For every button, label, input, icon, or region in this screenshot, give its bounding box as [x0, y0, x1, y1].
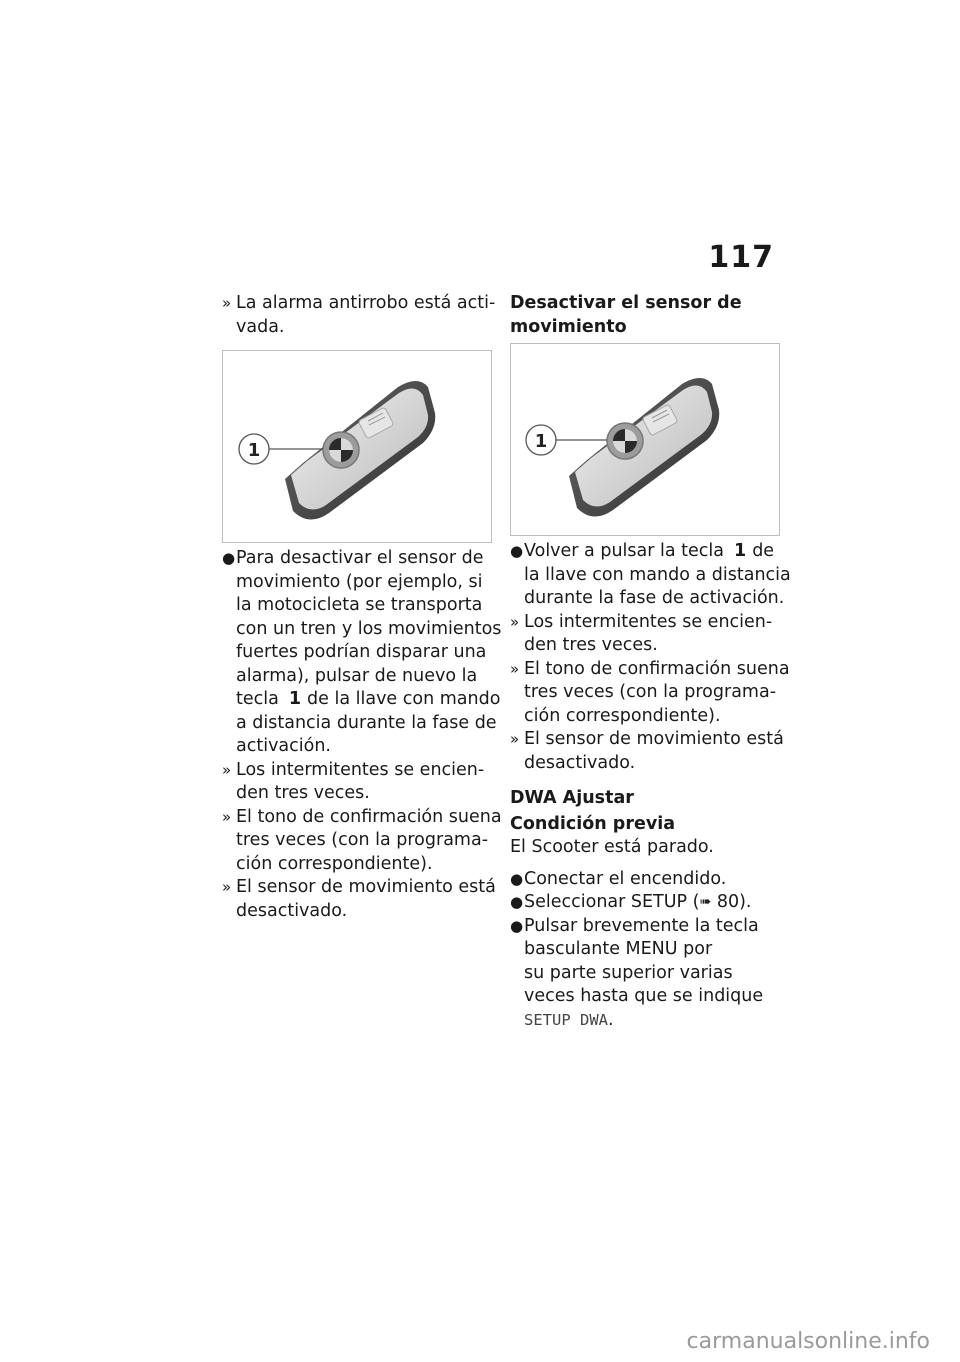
result-line: » Los intermitentes se encien-: [510, 611, 782, 635]
remote-key-illustration: [223, 351, 491, 542]
result-double-chevron-icon: »: [222, 294, 232, 312]
callout-label: 1: [534, 431, 548, 452]
remote-key-figure: [510, 343, 780, 536]
step-line: ● Para desactivar el sensor de: [222, 547, 494, 571]
page-reference-arrow-icon: ➠: [699, 894, 712, 910]
precondition-text: El Scooter está parado.: [510, 837, 714, 857]
result-line: » El tono de confirmación suena: [510, 658, 782, 682]
remote-key-figure: [222, 350, 492, 543]
right-column: Desactivar el sensor de movimiento 1 ● Volver a pulsar la tecla 1 de la llave con mando a distancia durante la fase de activación. » Los intermitentes se encien- den tres veces. » El tono de confirmación suena tres veces (con la programa- ción correspondiente). » El sensor de movimiento está desactivado. DWA Ajustar Condición previa El Scooter está parado. ● Conectar el encendido. ● Seleccionar SETUP (➠ 80). ● Pulsar brevemente la tecla basculante MENU por su parte superior varias veces hasta que se indique SETUP DWA.: [510, 293, 791, 1030]
result-line: » El sensor de movimiento está: [222, 876, 494, 900]
result-double-chevron-icon: »: [222, 807, 232, 826]
result-double-chevron-icon: »: [222, 878, 232, 896]
step-line: ● Pulsar brevemente la tecla: [510, 915, 782, 939]
step-line: ● Seleccionar SETUP (➠ 80).: [510, 891, 782, 915]
left-column: » La alarma antirrobo está acti- vada. 1 ● Para desactivar el sensor de movimiento (por ejemplo, si la motocicleta se transporta con un tren y los movimientos fuertes podrían disparar una alarma), pulsar de nuevo la tecla 1 de la llave con mando a distancia durante la fase de activación. » Los intermitentes se encien- den tres veces. » El tono de confirmación suena tres veces (con la programa- ción correspondiente). » El sensor de movimiento está desactivado.: [222, 293, 502, 921]
result-double-chevron-icon: »: [222, 760, 232, 779]
result-line: » El sensor de movimiento está: [510, 728, 782, 752]
page-number: 117: [708, 240, 774, 275]
section-heading: Desactivar el sensor de: [510, 293, 742, 313]
result-line: » La alarma antirrobo está acti-: [222, 292, 494, 316]
result-double-chevron-icon: »: [510, 730, 520, 748]
footer-watermark: carmanualsonline.info: [686, 1329, 930, 1354]
page-reference-link[interactable]: 80).: [716, 892, 752, 912]
key-reference-number: 1: [734, 541, 747, 561]
bullet-dot-icon: ●: [510, 893, 524, 911]
callout-label: 1: [247, 440, 261, 461]
result-double-chevron-icon: »: [510, 659, 520, 678]
bullet-dot-icon: ●: [510, 869, 524, 888]
display-text: SETUP DWA: [524, 1010, 608, 1029]
precondition-heading: Condición previa: [510, 813, 676, 834]
section-heading-cont: movimiento: [510, 316, 627, 337]
result-line: » El tono de confirmación suena: [222, 806, 494, 830]
result-double-chevron-icon: »: [510, 612, 520, 631]
key-reference-number: 1: [288, 689, 302, 709]
step-line: ● Conectar el encendido.: [510, 868, 782, 892]
step-line: ● Volver a pulsar la tecla 1 de: [510, 540, 782, 564]
result-line: vada.: [236, 316, 285, 337]
bullet-dot-icon: ●: [222, 549, 236, 567]
dwa-heading: DWA Ajustar: [510, 788, 634, 808]
result-line: » Los intermitentes se encien-: [222, 759, 494, 783]
remote-key-illustration: [511, 344, 779, 535]
bullet-dot-icon: ●: [510, 542, 524, 560]
bullet-dot-icon: ●: [510, 916, 524, 935]
